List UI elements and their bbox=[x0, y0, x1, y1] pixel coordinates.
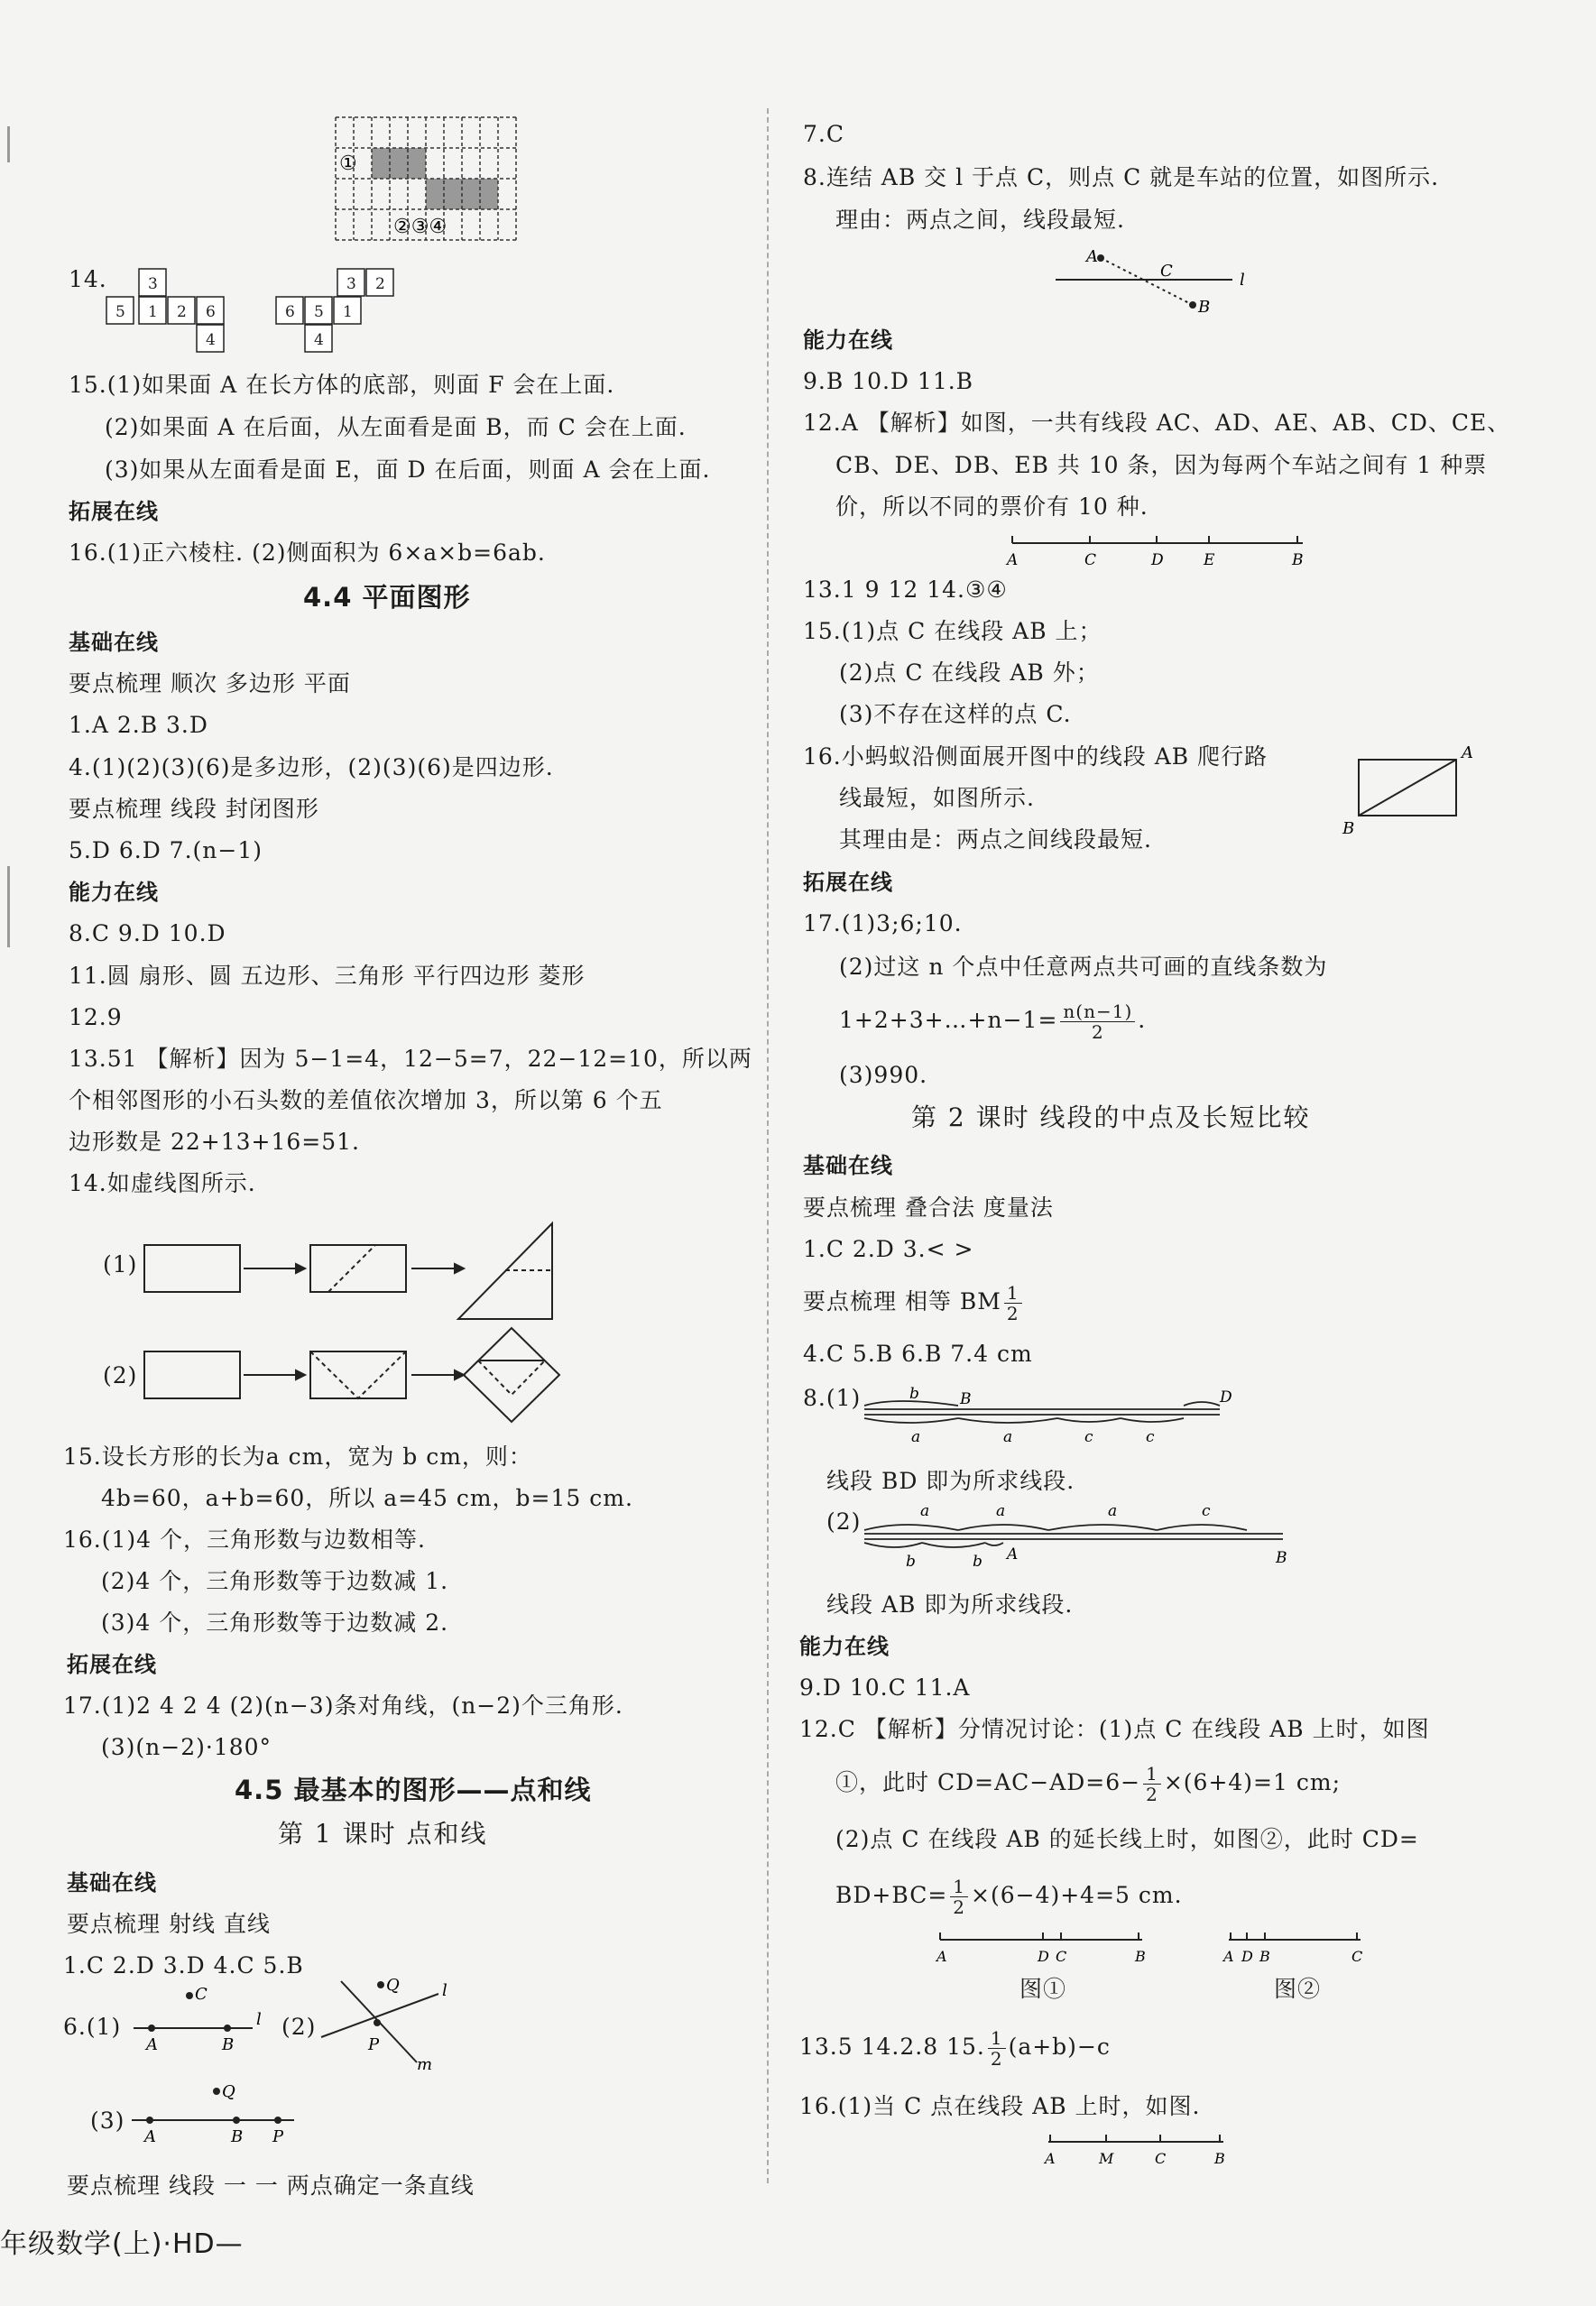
figure-14-2-label: (2) bbox=[103, 1362, 138, 1388]
figure-c16 bbox=[1043, 2129, 1232, 2171]
heading-nengli-3: 能力在线 bbox=[799, 1634, 890, 1659]
figure-c12-1-caption: 图① bbox=[1019, 1976, 1067, 2002]
heading-tuozhan-3: 拓展在线 bbox=[803, 870, 893, 895]
answer-c8-c: 线段 AB 即为所求线段. bbox=[826, 1591, 1074, 1618]
answer-r17-b: (2)过这 n 个点中任意两点共可画的直线条数为 bbox=[839, 954, 1328, 980]
section-4-5-title: 4.5 最基本的图形——点和线 bbox=[235, 1775, 592, 1805]
svg-text:l: l bbox=[1240, 271, 1245, 290]
answer-c8-2-label: (2) bbox=[826, 1508, 862, 1535]
answer-15-b: 4b=60，a+b=60，所以 a=45 cm，b=15 cm. bbox=[101, 1485, 633, 1511]
fraction-numerator: 1 bbox=[988, 2028, 1006, 2049]
svg-text:4: 4 bbox=[206, 331, 216, 349]
svg-text:C: C bbox=[1352, 1948, 1363, 1965]
answer-r17-a: 17.(1)3;6;10. bbox=[803, 910, 963, 936]
svg-text:B: B bbox=[1198, 298, 1211, 317]
svg-text:C: C bbox=[1056, 1948, 1067, 1965]
answer-15-3: (3)如果从左面看是面 E，面 D 在后面，则面 A 会在上面. bbox=[105, 457, 711, 483]
c12-b-part2: ×(6+4)=1 cm; bbox=[1163, 1769, 1341, 1795]
svg-text:A: A bbox=[146, 2035, 158, 2054]
answer-15-a: 15.设长方形的长为a cm，宽为 b cm，则： bbox=[63, 1444, 532, 1470]
answer-6-2-label: (2) bbox=[281, 2014, 317, 2040]
yaodian-6 bbox=[803, 1283, 1025, 1324]
sum-expression: 1+2+3+…+n−1= bbox=[839, 1007, 1058, 1033]
yaodian-1: 要点梳理 顺次 多边形 平面 bbox=[69, 670, 351, 696]
answer-r12-a: 12.A 【解析】如图，一共有线段 AC、AD、AE、AB、CD、CE、 bbox=[803, 410, 1511, 436]
column-divider bbox=[767, 108, 769, 2183]
answer-r7: 7.C bbox=[803, 121, 844, 147]
answer-r8-a: 8.连结 AB 交 l 于点 C，则点 C 就是车站的位置，如图所示. bbox=[803, 164, 1440, 190]
c12-d-part2: ×(6−4)+4=5 cm. bbox=[971, 1882, 1183, 1908]
svg-text:a: a bbox=[911, 1428, 921, 1446]
svg-text:B: B bbox=[1135, 1948, 1146, 1965]
svg-text:A: A bbox=[1007, 551, 1019, 569]
answers-1-3: 1.A 2.B 3.D bbox=[69, 712, 208, 738]
svg-text:D: D bbox=[1241, 1948, 1253, 1965]
heading-jichu-3: 基础在线 bbox=[803, 1153, 893, 1178]
svg-text:c: c bbox=[1146, 1428, 1155, 1446]
answers-c13-15 bbox=[799, 2028, 1111, 2069]
svg-text:D: D bbox=[1220, 1388, 1232, 1407]
figure-r8-station bbox=[1056, 245, 1263, 318]
figure-14-1 bbox=[143, 1220, 561, 1321]
lesson-2-title: 第 2 课时 线段的中点及长短比较 bbox=[911, 1102, 1311, 1132]
answer-4: 4.(1)(2)(3)(6)是多边形，(2)(3)(6)是四边形. bbox=[69, 754, 554, 780]
answer-r15-a: 15.(1)点 C 在线段 AB 上； bbox=[803, 618, 1102, 644]
heading-tuozhan-2: 拓展在线 bbox=[67, 1652, 157, 1677]
figure-6-1 bbox=[134, 1985, 269, 2057]
answer-13-a: 13.51 【解析】因为 5−1=4，12−5=7，22−12=10，所以两 bbox=[69, 1046, 752, 1072]
svg-text:b: b bbox=[906, 1553, 916, 1571]
svg-text:A: A bbox=[1045, 2150, 1056, 2167]
answers-c4-7: 4.C 5.B 6.B 7.4 cm bbox=[803, 1341, 1033, 1367]
svg-text:5: 5 bbox=[314, 303, 324, 321]
answer-r15-b: (2)点 C 在线段 AB 外； bbox=[839, 660, 1100, 686]
svg-text:A: A bbox=[144, 2127, 156, 2146]
answer-16-a: 16.(1)4 个，三角形数与边数相等. bbox=[63, 1527, 426, 1553]
heading-nengli-1: 能力在线 bbox=[69, 880, 159, 905]
svg-text:A: A bbox=[1007, 1545, 1019, 1563]
cube-grid-figure bbox=[336, 117, 516, 240]
answers-r13-14: 13.1 9 12 14.③④ bbox=[803, 576, 1008, 603]
svg-text:6: 6 bbox=[285, 303, 295, 321]
answer-r16-b: 线最短，如图所示. bbox=[839, 785, 1035, 811]
svg-text:①: ① bbox=[339, 152, 357, 175]
yaodian-5: 要点梳理 叠合法 度量法 bbox=[803, 1195, 1054, 1221]
answer-r16-c: 其理由是：两点之间线段最短. bbox=[839, 826, 1152, 853]
answer-16-b: (2)4 个，三角形数等于边数减 1. bbox=[101, 1568, 449, 1594]
answer-c8-b: 线段 BD 即为所求线段. bbox=[826, 1468, 1075, 1494]
lesson-1-title: 第 1 课时 点和线 bbox=[278, 1819, 488, 1849]
svg-text:3: 3 bbox=[346, 275, 356, 293]
answer-r16-a: 16.小蚂蚁沿侧面展开图中的线段 AB 爬行路 bbox=[803, 743, 1268, 770]
svg-text:B: B bbox=[1214, 2150, 1225, 2167]
figure-c8-2 bbox=[859, 1501, 1310, 1573]
c12-d-part1: BD+BC= bbox=[835, 1882, 948, 1908]
answer-r17-c: 1+2+3+…+n−1= $\frac{n(n-1)}{2}$ . bbox=[839, 1001, 1147, 1043]
answer-c16: 16.(1)当 C 点在线段 AB 上时，如图. bbox=[799, 2093, 1201, 2119]
svg-text:A: A bbox=[936, 1948, 947, 1965]
answers-c1-3: 1.C 2.D 3.< > bbox=[803, 1236, 974, 1262]
svg-text:3: 3 bbox=[148, 275, 158, 293]
figure-c8-1 bbox=[859, 1380, 1238, 1451]
answer-17-b: (3)(n−2)·180° bbox=[101, 1734, 272, 1760]
svg-text:B: B bbox=[1259, 1948, 1270, 1965]
yaodian-3: 要点梳理 射线 直线 bbox=[67, 1911, 271, 1937]
answer-16: 16.(1)正六棱柱. (2)侧面积为 6×a×b=6ab. bbox=[69, 540, 546, 566]
answer-15-2: (2)如果面 A 在后面，从左面看是面 B，而 C 会在上面. bbox=[105, 414, 687, 440]
svg-text:A: A bbox=[1086, 247, 1098, 266]
svg-text:c: c bbox=[1084, 1428, 1093, 1446]
answers-r9-11: 9.B 10.D 11.B bbox=[803, 368, 974, 394]
answer-12: 12.9 bbox=[69, 1004, 123, 1030]
svg-text:2: 2 bbox=[375, 275, 385, 293]
svg-text:Q: Q bbox=[386, 1976, 400, 1995]
answers-8-10: 8.C 9.D 10.D bbox=[69, 920, 226, 946]
yaodian-6-text: 要点梳理 相等 BM bbox=[803, 1288, 1001, 1314]
answer-c8-1-label: 8.(1) bbox=[803, 1385, 862, 1411]
yaodian-2: 要点梳理 线段 封闭图形 bbox=[69, 796, 319, 822]
svg-text:C: C bbox=[1160, 262, 1173, 281]
svg-text:1: 1 bbox=[343, 303, 353, 321]
svg-text:Q: Q bbox=[222, 2082, 235, 2101]
fraction-one-half bbox=[988, 2028, 1006, 2069]
fraction-numerator: 1 bbox=[1004, 1283, 1022, 1304]
figure-14-2 bbox=[143, 1326, 567, 1425]
answer-c12-b bbox=[835, 1764, 1341, 1804]
svg-text:D: D bbox=[1151, 551, 1164, 569]
fraction-denominator: 2 bbox=[990, 2048, 1003, 2070]
answer-6-3-label: (3) bbox=[90, 2108, 125, 2134]
fraction-n-n-1-over-2 bbox=[1060, 1001, 1135, 1042]
answer-15-1: 15.(1)如果面 A 在长方体的底部，则面 F 会在上面. bbox=[69, 372, 615, 398]
section-4-4-title: 4.4 平面图形 bbox=[303, 582, 471, 613]
c13-text: 13.5 14.2.8 15. bbox=[799, 2034, 985, 2060]
svg-text:B: B bbox=[1276, 1549, 1287, 1567]
svg-text:B: B bbox=[222, 2035, 235, 2054]
svg-text:D: D bbox=[1038, 1948, 1049, 1965]
figure-c12-2 bbox=[1223, 1927, 1368, 1969]
answer-13-c: 边形数是 22+13+16=51. bbox=[69, 1129, 360, 1155]
fraction-numerator: 1 bbox=[1143, 1764, 1161, 1785]
answer-17-a: 17.(1)2 4 2 4 (2)(n−3)条对角线，(n−2)个三角形. bbox=[63, 1693, 623, 1719]
svg-text:1: 1 bbox=[148, 303, 158, 321]
answer-c12-d bbox=[835, 1877, 1183, 1917]
figure-14-1-label: (1) bbox=[103, 1251, 138, 1278]
fraction-denominator: 2 bbox=[1146, 1784, 1158, 1805]
svg-text:a: a bbox=[1003, 1428, 1013, 1446]
fraction-one-half bbox=[1004, 1283, 1022, 1324]
fraction-denominator: 2 bbox=[1091, 1021, 1104, 1043]
answer-r12-b: CB、DE、DB、EB 共 10 条，因为每两个车站之间有 1 种票 bbox=[835, 452, 1488, 478]
svg-text:②③④: ②③④ bbox=[393, 216, 447, 238]
svg-text:6: 6 bbox=[206, 303, 216, 321]
heading-jichu-1: 基础在线 bbox=[69, 630, 159, 655]
fraction-denominator: 2 bbox=[1006, 1303, 1019, 1324]
svg-text:l: l bbox=[256, 2010, 262, 2029]
svg-text:P: P bbox=[272, 2127, 284, 2146]
svg-text:2: 2 bbox=[177, 303, 187, 321]
svg-text:b: b bbox=[909, 1385, 919, 1403]
figure-r16-unfolded bbox=[1341, 743, 1476, 837]
answer-r8-b: 理由：两点之间，线段最短. bbox=[835, 207, 1125, 233]
answer-c12-a: 12.C 【解析】分情况讨论：(1)点 C 在线段 AB 上时，如图 bbox=[799, 1716, 1430, 1742]
answer-r17-d: (3)990. bbox=[839, 1062, 928, 1088]
svg-text:m: m bbox=[417, 2055, 433, 2074]
figure-6-3 bbox=[132, 2084, 303, 2147]
answer-13-b: 个相邻图形的小石头数的差值依次增加 3，所以第 6 个五 bbox=[69, 1087, 663, 1113]
figure-c12-2-caption: 图② bbox=[1274, 1976, 1322, 2002]
svg-text:l: l bbox=[442, 1981, 447, 2000]
fraction-numerator: 1 bbox=[950, 1877, 968, 1897]
c15-expression: (a+b)−c bbox=[1008, 2034, 1111, 2060]
svg-text:A: A bbox=[1223, 1948, 1234, 1965]
c12-b-part1: ①，此时 CD=AC−AD=6− bbox=[835, 1769, 1141, 1795]
svg-text:a: a bbox=[920, 1502, 930, 1520]
heading-tuozhan-1: 拓展在线 bbox=[69, 499, 159, 524]
figure-c12-1 bbox=[935, 1927, 1151, 1969]
svg-text:b: b bbox=[973, 1553, 983, 1571]
figure-6-2 bbox=[321, 1972, 457, 2074]
page-footer: 年级数学(上)·HD— bbox=[0, 2228, 244, 2260]
answer-r15-c: (3)不存在这样的点 C. bbox=[839, 701, 1072, 727]
svg-text:a: a bbox=[1108, 1502, 1118, 1520]
svg-text:4: 4 bbox=[314, 331, 324, 349]
svg-text:c: c bbox=[1202, 1502, 1211, 1520]
svg-text:B: B bbox=[1342, 819, 1355, 838]
svg-text:B: B bbox=[960, 1390, 972, 1408]
svg-text:C: C bbox=[195, 1985, 208, 2004]
svg-text:E: E bbox=[1204, 551, 1215, 569]
answer-16-c: (3)4 个，三角形数等于边数减 2. bbox=[101, 1610, 449, 1636]
answer-14: 14.如虚线图所示. bbox=[69, 1170, 256, 1196]
svg-text:B: B bbox=[231, 2127, 244, 2146]
svg-text:A: A bbox=[1462, 743, 1473, 762]
yaodian-4: 要点梳理 线段 一 一 两点确定一条直线 bbox=[67, 2172, 475, 2199]
figure-r12-stations bbox=[1003, 530, 1310, 572]
answer-c12-c: (2)点 C 在线段 AB 的延长线上时，如图②，此时 CD= bbox=[835, 1826, 1419, 1852]
heading-nengli-2: 能力在线 bbox=[803, 327, 893, 353]
svg-text:5: 5 bbox=[115, 303, 125, 321]
svg-text:M: M bbox=[1099, 2150, 1114, 2167]
answers-1-5-b: 1.C 2.D 3.D 4.C 5.B bbox=[63, 1952, 304, 1979]
heading-jichu-2: 基础在线 bbox=[67, 1870, 157, 1896]
answers-5-7: 5.D 6.D 7.(n−1) bbox=[69, 837, 263, 863]
svg-text:P: P bbox=[368, 2035, 380, 2054]
fraction-denominator: 2 bbox=[953, 1896, 966, 1918]
answers-c9-11: 9.D 10.C 11.A bbox=[799, 1674, 971, 1701]
svg-text:a: a bbox=[996, 1502, 1006, 1520]
fraction-one-half bbox=[1143, 1764, 1161, 1804]
answer-11: 11.圆 扇形、圆 五边形、三角形 平行四边形 菱形 bbox=[69, 963, 586, 989]
answer-6-1-label: 6.(1) bbox=[63, 2014, 122, 2040]
svg-text:C: C bbox=[1084, 551, 1097, 569]
answer-r12-c: 价，所以不同的票价有 10 种. bbox=[835, 493, 1149, 520]
svg-text:C: C bbox=[1155, 2150, 1167, 2167]
answer-14-label: 14. bbox=[69, 266, 107, 292]
cube-net-figures bbox=[105, 267, 438, 355]
svg-text:B: B bbox=[1292, 551, 1304, 569]
fraction-numerator: n(n−1) bbox=[1060, 1001, 1135, 1022]
fraction-one-half bbox=[950, 1877, 968, 1917]
